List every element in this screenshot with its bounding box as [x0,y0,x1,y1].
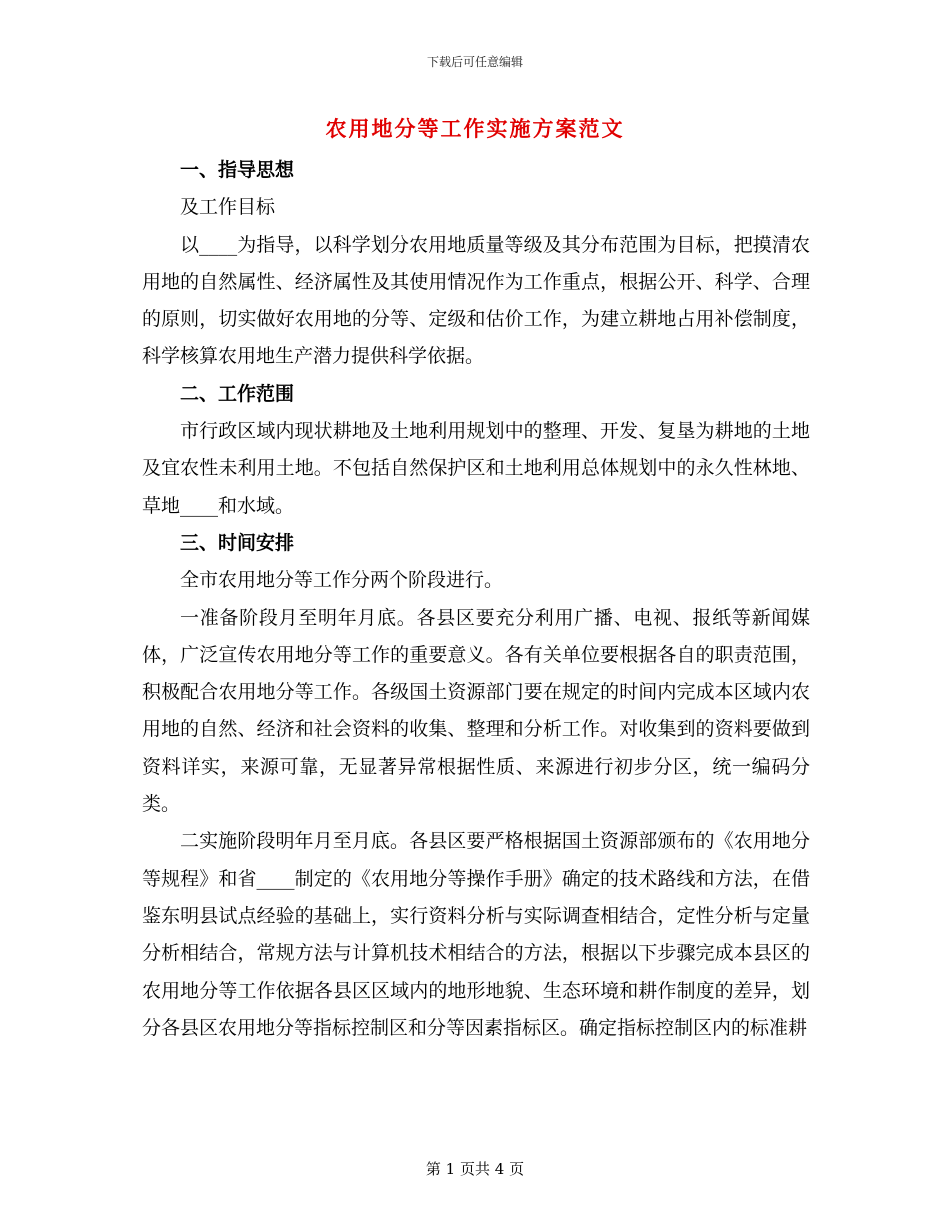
document-body [142,152,810,1047]
paragraph: 及工作目标 [180,196,276,219]
paragraph: 市行政区域内现状耕地及土地利用规划中的整理、开发、复垦为耕地的土地及宜农性未利用土地。不包括自然保护区和土地利用总体规划中的永久性林地、草地____和水域。 [142,420,810,517]
paragraph: 二实施阶段明年月至月底。各县区要严格根据国土资源部颁布的《农用地分等规程》和省____制定的《农用地分等操作手册》确定的技术路线和方法，在借鉴东明县试点经验的基础上，实行资料分析与实际调查相结合，定性分析与定量分析相结合，常规方法与计算机技术相结合的方法，根据以下步骤完成本县区的农用地分等工作依据各县区区域内的地形地貌、生态环境和耕作制度的差异，划分各县区农用地分等指标控制区和分等因素指标区。确定指标控制区内的标准耕 [142,830,810,1039]
document-title: 农用地分等工作实施方案范文 [325,116,625,141]
paragraph: 全市农用地分等工作分两个阶段进行。 [180,569,504,592]
paragraph: 一准备阶段月至明年月底。各县区要充分利用广播、电视、报纸等新闻媒体，广泛宣传农用地分等工作的重要意义。各有关单位要根据各自的职责范围，积极配合农用地分等工作。各级国土资源部门要在规定的时间内完成本区域内农用地的自然、经济和社会资料的收集、整理和分析工作。对收集到的资料要做到资料详实，来源可靠，无显著异常根据性质、来源进行初步分区，统一编码分类。 [142,606,810,816]
section-heading: 三、时间安排 [180,531,295,554]
header-note: 下载后可任意编辑 [426,55,523,69]
section-heading: 二、工作范围 [180,382,295,405]
paragraph: 以____为指导，以科学划分农用地质量等级及其分布范围为目标，把摸清农用地的自然属性、经济属性及其使用情况作为工作重点，根据公开、科学、合理的原则，切实做好农用地的分等、定级和估价工作，为建立耕地占用补偿制度，科学核算农用地生产潜力提供科学依据。 [142,233,810,368]
section-heading: 一、指导思想 [180,159,295,181]
page-number: 第 1 页共 4 页 [425,1160,525,1178]
